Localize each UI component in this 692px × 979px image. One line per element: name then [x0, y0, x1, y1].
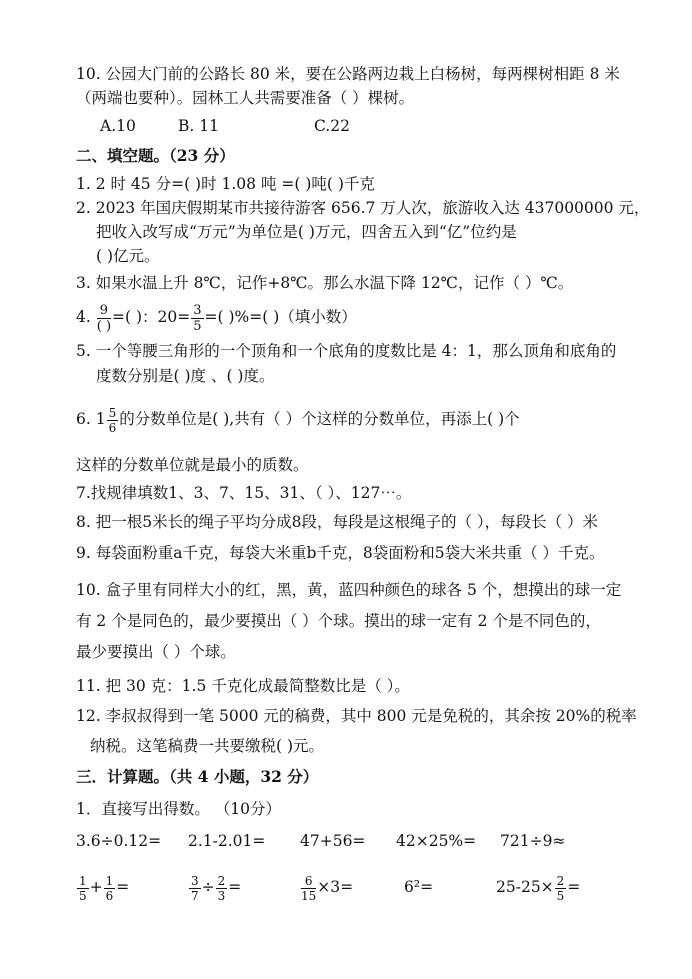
calc-e5-frac — [555, 875, 567, 902]
calc-e2-eq: = — [228, 878, 242, 896]
calc-e2-a-num: 3 — [191, 873, 199, 888]
fill-q1: 1. 2 时 45 分=( )时 1.08 吨 =( )吨( )千克 — [76, 175, 375, 193]
fill-q4-prefix: 4. — [76, 308, 91, 326]
fill-q6-fraction — [107, 407, 119, 434]
fill-q4-frac2-num: 3 — [193, 302, 202, 318]
calc-e5-eq: = — [567, 878, 581, 896]
section3-heading: 三．计算题。（共 4 小题，32 分） — [76, 767, 319, 786]
fill-q2-line3: ( )亿元。 — [96, 247, 160, 265]
q10-option-b: B. 11 — [178, 117, 219, 135]
calc-e2-a-den: 7 — [191, 888, 199, 903]
calc-e2-frac-b — [216, 875, 228, 902]
calc-row1-e5: 721÷9≈ — [500, 832, 566, 850]
fill-q4-frac1-num: 9 — [97, 304, 111, 319]
calc-e1-frac-b — [104, 875, 116, 902]
calc-row2-e2 — [188, 870, 241, 904]
calc-e2-frac-a — [189, 875, 201, 902]
calc-row2-e4: 6²= — [404, 878, 434, 896]
calc-row1-e2: 2.1-2.01= — [188, 832, 266, 850]
calc-e3-num: 6 — [301, 875, 316, 889]
calc-e5-head: 25-25× — [496, 878, 554, 896]
calc-e5-den: 5 — [556, 888, 565, 903]
fill-q3: 3. 如果水温上升 8℃，记作+8℃。那么水温下降 12℃，记作（ ）℃。 — [76, 274, 574, 292]
calc-e3-den: 15 — [301, 888, 317, 903]
calc-e1-op: + — [89, 878, 103, 896]
calc-e1-b-num: 1 — [105, 873, 114, 888]
calc-row2-e5 — [496, 870, 580, 904]
calc-e1-a-den: 5 — [79, 888, 87, 903]
calc-row1-e1: 3.6÷0.12= — [76, 832, 162, 850]
fill-q5-line2: 度数分别是( )度 、( )度。 — [96, 367, 275, 385]
fill-q4 — [76, 300, 357, 334]
calc-e2-b-den: 3 — [217, 888, 226, 903]
calc-e1-frac-a — [77, 875, 89, 902]
q10-mc-line1: 10. 公园大门前的公路长 80 米，要在公路两边栽上白杨树，每两棵树相距 8 米 — [76, 65, 620, 83]
fill-q10-line3: 最少要摸出（ ）个球。 — [76, 643, 236, 661]
calc-e5-num: 2 — [556, 873, 565, 888]
q10-mc-line2: （两端也要种）。园林工人共需要准备（ ）棵树。 — [76, 89, 415, 107]
fill-q4-frac2-den: 5 — [193, 318, 202, 334]
fill-q12-line2: 纳税。这笔稿费一共要缴税( )元。 — [90, 737, 325, 755]
fill-q10-line1: 10. 盒子里有同样大小的红，黑，黄，蓝四种颜色的球各 5 个，想摸出的球一定 — [76, 581, 622, 599]
fill-q6 — [76, 402, 520, 436]
fill-q2-line2: 把收入改写成“万元”为单位是( )万元，四舍五入到“亿”位约是 — [96, 223, 517, 241]
fill-q5-line1: 5. 一个等腰三角形的一个顶角和一个底角的度数比是 4：1，那么顶角和底角的 — [76, 342, 617, 360]
fill-q4-frac1-den: ( ) — [96, 318, 112, 334]
fill-q6-frac-den: 6 — [108, 420, 117, 435]
calc-e1-b-den: 6 — [105, 888, 114, 903]
fill-q10-line2: 有 2 个是同色的，最少要摸出（ ）个球。摸出的球一定有 2 个是不同色的， — [76, 612, 601, 630]
fill-q6-frac-num: 5 — [108, 405, 117, 420]
calc-e1-eq: = — [116, 878, 130, 896]
calc-row2-e3 — [300, 870, 353, 904]
fill-q6-prefix: 6. 1 — [76, 410, 106, 428]
calc-row1-e4: 42×25%= — [396, 832, 477, 850]
calc-sub1: 1．直接写出得数。 （10分） — [76, 800, 282, 818]
fill-q8: 8. 把一根5米长的绳子平均分成8段，每段是这根绳子的（ ），每段长（ ）米 — [76, 513, 599, 531]
fill-q11: 11. 把 30 克：1.5 千克化成最简整数比是（ ）。 — [76, 677, 410, 695]
fill-q4-fraction2 — [191, 304, 203, 333]
fill-q9: 9. 每袋面粉重a千克，每袋大米重b千克，8袋面粉和5袋大米共重（ ）千克。 — [76, 544, 605, 562]
calc-row1-e3: 47+56= — [300, 832, 366, 850]
fill-q12-line1: 12. 李叔叔得到一笔 5000 元的稿费，其中 800 元是免税的，其余按 20%的税率 — [76, 707, 637, 725]
q10-option-c: C.22 — [314, 117, 350, 135]
fill-q2-line1: 2. 2023 年国庆假期某市共接待游客 656.7 万人次，旅游收入达 437000000 元， — [76, 199, 650, 217]
fill-q7: 7.找规律填数1、3、7、15、31、（ ）、127⋯。 — [76, 484, 412, 502]
q10-option-a: A.10 — [100, 117, 136, 135]
calc-e3-frac — [301, 875, 316, 902]
section2-heading: 二、填空题。（23 分） — [76, 146, 235, 165]
calc-e3-tail: ×3= — [317, 878, 354, 896]
fill-q6-tail: 的分数单位是( ),共有（ ）个这样的分数单位，再添上( )个 — [119, 410, 520, 428]
calc-e1-a-num: 1 — [79, 873, 87, 888]
fill-q4-mid: =( )：20= — [112, 308, 191, 326]
calc-e2-b-num: 2 — [217, 873, 226, 888]
fill-q6-line2: 这样的分数单位就是最小的质数。 — [76, 456, 309, 474]
calc-e2-op: ÷ — [201, 878, 215, 896]
calc-row2-e1 — [76, 870, 129, 904]
fill-q4-fraction1 — [97, 304, 111, 333]
fill-q4-tail: =( )%=( )（填小数） — [204, 308, 357, 326]
